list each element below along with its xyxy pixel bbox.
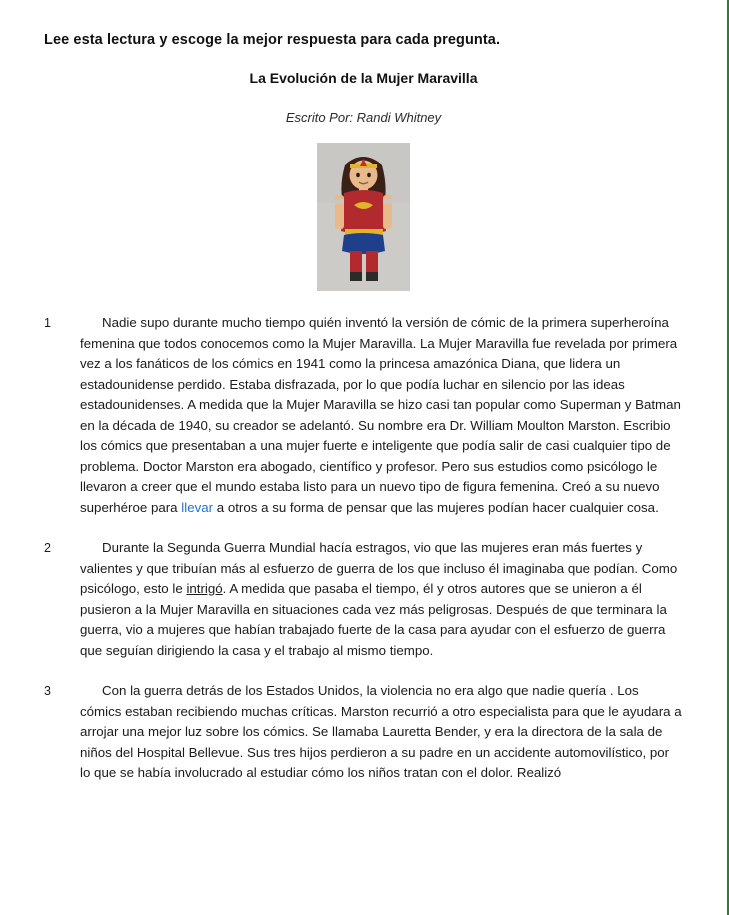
paragraph-1-text-before-link: Nadie supo durante mucho tiempo quién inventó la versión de cómic de la primera superheroína femenina que todos conocemos como la Mujer Maravilla. La Mujer Maravilla fue revelada por primera vez a los fanáticos de los cómics en 1941 como la princesa amazónica Diana, que lidera un estadounidense perdido. Estaba disfrazada, por lo que podía luchar en silencio por las ideas estadounidenses. A medida que la Mujer Maravilla se hizo casi tan popular como Superman y Batman en la década de 1940, su creador se adelantó. Su nombre era Dr. William Moulton Marston. Escribio los cómics que presentaban a una mujer fuerte e inteligente que podía salir de casi cualquier tipo de problema. Doctor Marston era abogado, científico y profesor. Pero sus estudios como psicólogo le llevaron a creer que el mundo estaba listo para un nuevo tipo de figura femenina. Creó a su nuevo superhéroe para — [80, 315, 681, 515]
paragraph-1-text-after-link: a otros a su forma de pensar que las mujeres podían hacer cualquier cosa. — [213, 499, 659, 515]
paragraph-3 — [44, 681, 683, 784]
paragraph-2-text-before-underline: Durante la Segunda Guerra Mundial hacía estragos, vio que las mujeres eran más fuertes y valientes y que tribuían más al esfuerzo de guerra de los que incluso él imaginaba que podían. Como psicólogo, esto le — [80, 540, 678, 596]
reading-instruction: Lee esta lectura y escoge la mejor respuesta para cada pregunta. — [44, 32, 501, 48]
paragraph-1-link[interactable]: llevar — [181, 499, 214, 515]
paragraph-2 — [44, 538, 683, 661]
paragraph-2-text-after-underline: . A medida que pasaba el tiempo, él y otros autores que se unieron a él pusieron a la Mujer Maravilla en situaciones cada vez más peligrosas. Después de que terminara la guerra, vio a mujeres que habían trabajado fuerte de la casa para ayudar con el esfuerzo de guerra que seguían dirigiendo la casa y el trabajo al mismo tiempo. — [80, 581, 667, 658]
paragraph-2-vocabulary-word[interactable]: intrigó — [186, 581, 223, 596]
wonder-woman-minifigure-image — [317, 143, 410, 291]
paragraph-number: 1 — [44, 316, 51, 330]
article-figure — [317, 143, 410, 291]
paragraph-1 — [44, 313, 683, 518]
paragraph-number: 2 — [44, 541, 51, 555]
paragraph-3-text: Con la guerra detrás de los Estados Unidos, la violencia no era algo que nadie quería . Los cómics estaban recibiendo muchas críticas. Marston recurrió a otro especialista para que le ayudara a arrojar una mejor luz sobre los cómics. Se llamaba Lauretta Bender, y era la directora de la sala de niños del Hospital Bellevue. Sus tres hijos perdieron a su padre en un accidente automovilístico, por lo que se había involucrado al estudiar cómo los niños tratan con el dolor. Realizó — [80, 683, 682, 780]
paragraph-number: 3 — [44, 684, 51, 698]
article-body — [44, 313, 683, 784]
author-byline: Escrito Por: Randi Whitney — [285, 110, 442, 125]
page-title: La Evolución de la Mujer Maravilla — [249, 70, 478, 86]
